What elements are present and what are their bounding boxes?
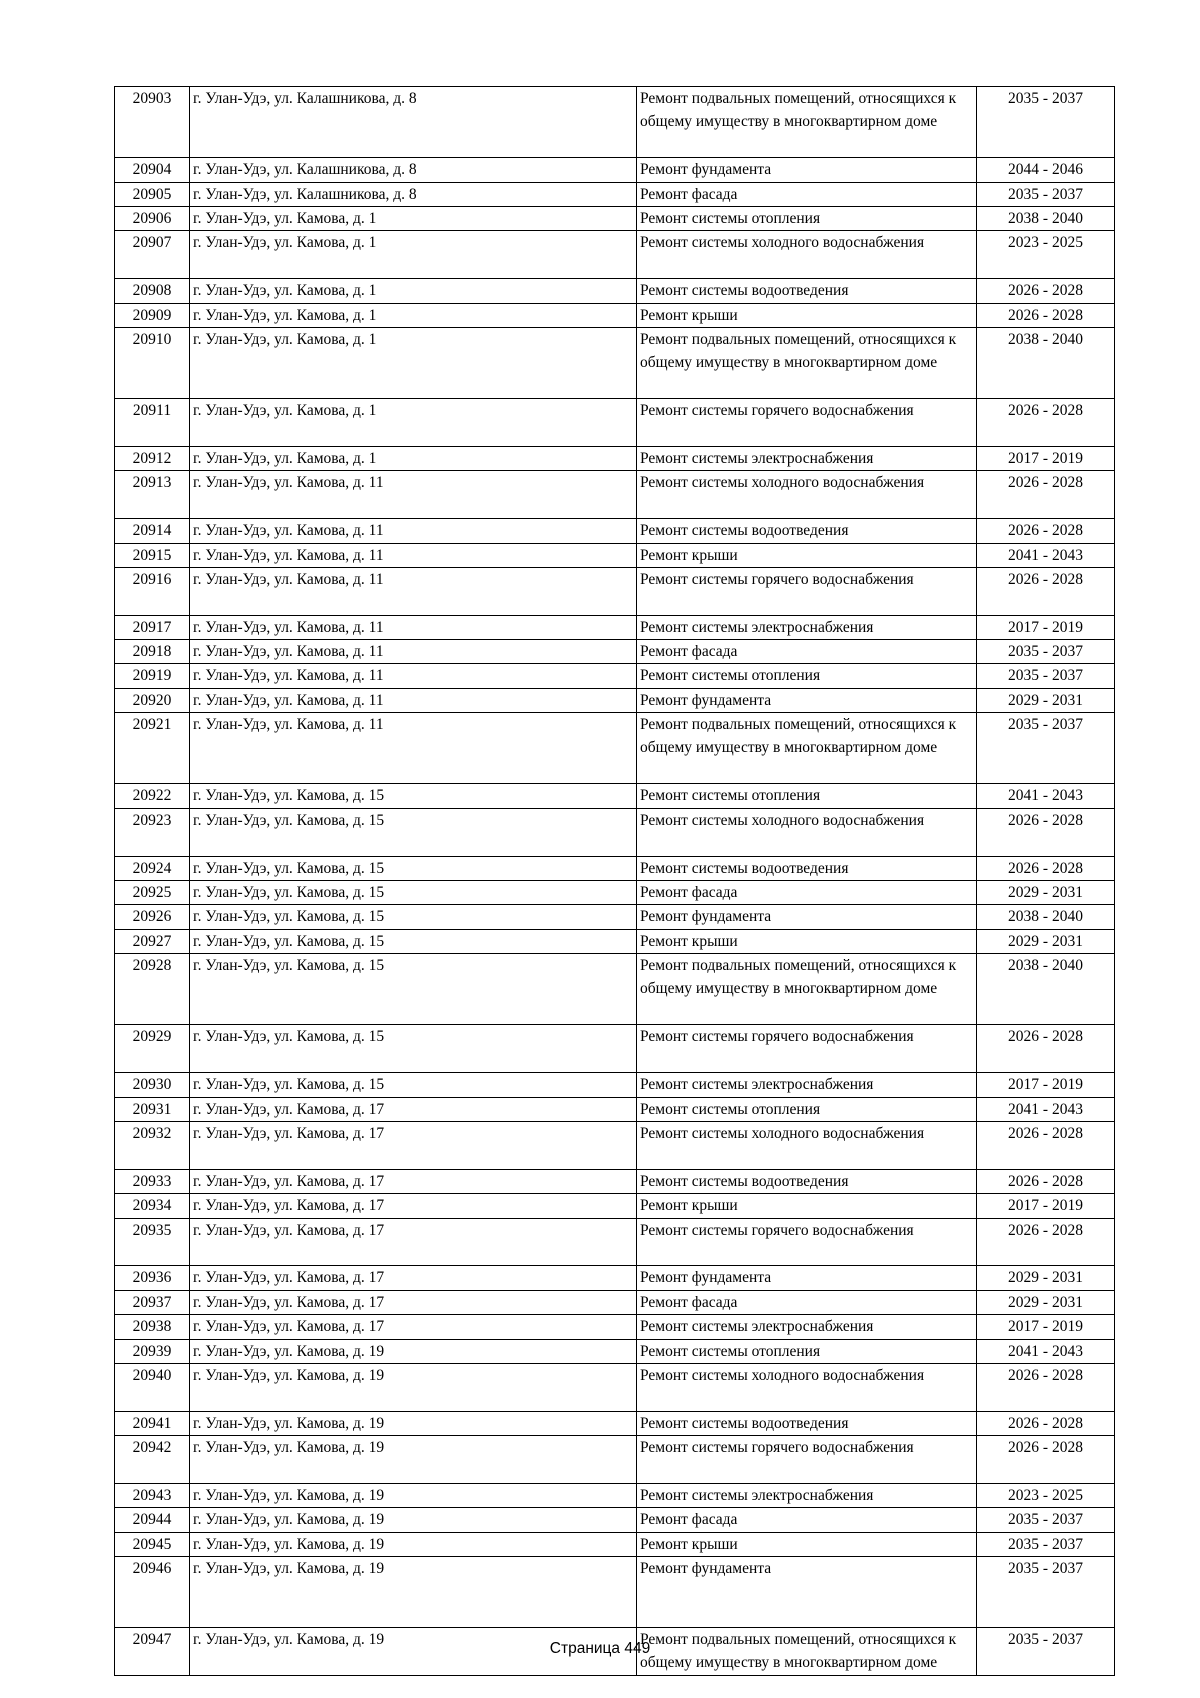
address-cell: г. Улан-Удэ, ул. Камова, д. 15 xyxy=(190,929,637,953)
table-row xyxy=(115,1169,1115,1193)
address-cell: г. Улан-Удэ, ул. Камова, д. 15 xyxy=(190,856,637,880)
table-row xyxy=(115,158,1115,182)
work-type-cell: Ремонт системы электроснабжения xyxy=(637,446,977,470)
work-type-cell: Ремонт системы горячего водоснабжения xyxy=(637,1218,977,1266)
address-cell: г. Улан-Удэ, ул. Камова, д. 15 xyxy=(190,808,637,856)
table-row xyxy=(115,87,1115,158)
period-cell: 2023 - 2025 xyxy=(977,231,1115,279)
table-row xyxy=(115,519,1115,543)
address-cell: г. Улан-Удэ, ул. Камова, д. 19 xyxy=(190,1483,637,1507)
page-number: Страница 449 xyxy=(549,1640,651,1657)
table-row xyxy=(115,1508,1115,1532)
address-cell: г. Улан-Удэ, ул. Камова, д. 17 xyxy=(190,1121,637,1169)
period-cell: 2029 - 2031 xyxy=(977,929,1115,953)
period-cell: 2029 - 2031 xyxy=(977,1266,1115,1290)
table-row xyxy=(115,954,1115,1025)
work-type-cell: Ремонт подвальных помещений, относящихся к общему имуществу в многоквартирном доме xyxy=(637,87,977,158)
address-cell: г. Улан-Удэ, ул. Камова, д. 1 xyxy=(190,279,637,303)
work-type-cell: Ремонт системы отопления xyxy=(637,1097,977,1121)
table-row xyxy=(115,929,1115,953)
table-row xyxy=(115,471,1115,519)
table-row xyxy=(115,399,1115,447)
period-cell: 2041 - 2043 xyxy=(977,543,1115,567)
period-cell: 2023 - 2025 xyxy=(977,1483,1115,1507)
address-cell: г. Улан-Удэ, ул. Камова, д. 11 xyxy=(190,615,637,639)
period-cell: 2026 - 2028 xyxy=(977,1025,1115,1073)
address-cell: г. Улан-Удэ, ул. Калашникова, д. 8 xyxy=(190,87,637,158)
address-cell: г. Улан-Удэ, ул. Камова, д. 15 xyxy=(190,1025,637,1073)
table-row xyxy=(115,182,1115,206)
table-row xyxy=(115,1218,1115,1266)
address-cell: г. Улан-Удэ, ул. Камова, д. 1 xyxy=(190,206,637,230)
table-row xyxy=(115,1557,1115,1628)
period-cell: 2026 - 2028 xyxy=(977,1436,1115,1484)
period-cell: 2035 - 2037 xyxy=(977,1508,1115,1532)
work-type-cell: Ремонт фасада xyxy=(637,182,977,206)
period-cell: 2035 - 2037 xyxy=(977,664,1115,688)
row-number: 20905 xyxy=(115,182,190,206)
address-cell: г. Улан-Удэ, ул. Камова, д. 15 xyxy=(190,954,637,1025)
table-row xyxy=(115,784,1115,808)
address-cell: г. Улан-Удэ, ул. Калашникова, д. 8 xyxy=(190,182,637,206)
address-cell: г. Улан-Удэ, ул. Камова, д. 1 xyxy=(190,399,637,447)
table-row xyxy=(115,640,1115,664)
row-number: 20916 xyxy=(115,567,190,615)
period-cell: 2026 - 2028 xyxy=(977,567,1115,615)
row-number: 20946 xyxy=(115,1557,190,1628)
row-number: 20944 xyxy=(115,1508,190,1532)
table-row xyxy=(115,1315,1115,1339)
address-cell: г. Улан-Удэ, ул. Камова, д. 1 xyxy=(190,231,637,279)
row-number: 20922 xyxy=(115,784,190,808)
work-type-cell: Ремонт системы водоотведения xyxy=(637,1169,977,1193)
address-cell: г. Улан-Удэ, ул. Камова, д. 17 xyxy=(190,1194,637,1218)
table-row xyxy=(115,881,1115,905)
address-cell: г. Улан-Удэ, ул. Калашникова, д. 8 xyxy=(190,158,637,182)
row-number: 20921 xyxy=(115,713,190,784)
work-type-cell: Ремонт системы отопления xyxy=(637,1339,977,1363)
row-number: 20912 xyxy=(115,446,190,470)
address-cell: г. Улан-Удэ, ул. Камова, д. 1 xyxy=(190,327,637,398)
table-row xyxy=(115,1436,1115,1484)
row-number: 20938 xyxy=(115,1315,190,1339)
table-row xyxy=(115,615,1115,639)
row-number: 20913 xyxy=(115,471,190,519)
address-cell: г. Улан-Удэ, ул. Камова, д. 11 xyxy=(190,664,637,688)
period-cell: 2038 - 2040 xyxy=(977,905,1115,929)
address-cell: г. Улан-Удэ, ул. Камова, д. 11 xyxy=(190,471,637,519)
period-cell: 2038 - 2040 xyxy=(977,206,1115,230)
period-cell: 2017 - 2019 xyxy=(977,1073,1115,1097)
table-row xyxy=(115,1025,1115,1073)
table-row xyxy=(115,808,1115,856)
period-cell: 2035 - 2037 xyxy=(977,640,1115,664)
row-number: 20914 xyxy=(115,519,190,543)
row-number: 20933 xyxy=(115,1169,190,1193)
period-cell: 2026 - 2028 xyxy=(977,1121,1115,1169)
row-number: 20907 xyxy=(115,231,190,279)
table-row xyxy=(115,1483,1115,1507)
address-cell: г. Улан-Удэ, ул. Камова, д. 15 xyxy=(190,1073,637,1097)
period-cell: 2017 - 2019 xyxy=(977,1315,1115,1339)
period-cell: 2035 - 2037 xyxy=(977,1557,1115,1628)
row-number: 20925 xyxy=(115,881,190,905)
period-cell: 2026 - 2028 xyxy=(977,279,1115,303)
period-cell: 2026 - 2028 xyxy=(977,303,1115,327)
period-cell: 2026 - 2028 xyxy=(977,856,1115,880)
period-cell: 2041 - 2043 xyxy=(977,1097,1115,1121)
row-number: 20945 xyxy=(115,1532,190,1556)
period-cell: 2026 - 2028 xyxy=(977,471,1115,519)
address-cell: г. Улан-Удэ, ул. Камова, д. 19 xyxy=(190,1436,637,1484)
table-row xyxy=(115,1532,1115,1556)
row-number: 20920 xyxy=(115,688,190,712)
table-row xyxy=(115,1194,1115,1218)
work-type-cell: Ремонт системы электроснабжения xyxy=(637,615,977,639)
work-type-cell: Ремонт подвальных помещений, относящихся к общему имуществу в многоквартирном доме xyxy=(637,954,977,1025)
table-row xyxy=(115,905,1115,929)
work-type-cell: Ремонт фундамента xyxy=(637,1557,977,1628)
address-cell: г. Улан-Удэ, ул. Камова, д. 1 xyxy=(190,303,637,327)
period-cell: 2017 - 2019 xyxy=(977,446,1115,470)
table-row xyxy=(115,446,1115,470)
period-cell: 2035 - 2037 xyxy=(977,182,1115,206)
period-cell: 2017 - 2019 xyxy=(977,615,1115,639)
address-cell: г. Улан-Удэ, ул. Камова, д. 19 xyxy=(190,1411,637,1435)
work-type-cell: Ремонт фасада xyxy=(637,881,977,905)
table-row xyxy=(115,206,1115,230)
work-type-cell: Ремонт подвальных помещений, относящихся к общему имуществу в многоквартирном доме xyxy=(637,713,977,784)
table-row xyxy=(115,856,1115,880)
row-number: 20927 xyxy=(115,929,190,953)
period-cell: 2029 - 2031 xyxy=(977,1290,1115,1314)
period-cell: 2017 - 2019 xyxy=(977,1194,1115,1218)
period-cell: 2026 - 2028 xyxy=(977,808,1115,856)
address-cell: г. Улан-Удэ, ул. Камова, д. 15 xyxy=(190,784,637,808)
address-cell: г. Улан-Удэ, ул. Камова, д. 11 xyxy=(190,543,637,567)
period-cell: 2026 - 2028 xyxy=(977,399,1115,447)
work-type-cell: Ремонт системы водоотведения xyxy=(637,519,977,543)
row-number: 20934 xyxy=(115,1194,190,1218)
work-type-cell: Ремонт системы электроснабжения xyxy=(637,1315,977,1339)
table-row xyxy=(115,279,1115,303)
work-type-cell: Ремонт системы горячего водоснабжения xyxy=(637,1025,977,1073)
row-number: 20915 xyxy=(115,543,190,567)
work-type-cell: Ремонт фундамента xyxy=(637,158,977,182)
work-type-cell: Ремонт подвальных помещений, относящихся к общему имуществу в многоквартирном доме xyxy=(637,1628,977,1675)
table-row xyxy=(115,1363,1115,1411)
work-type-cell: Ремонт фасада xyxy=(637,640,977,664)
period-cell: 2026 - 2028 xyxy=(977,1218,1115,1266)
row-number: 20909 xyxy=(115,303,190,327)
period-cell: 2026 - 2028 xyxy=(977,1169,1115,1193)
period-cell: 2035 - 2037 xyxy=(977,1628,1115,1675)
work-type-cell: Ремонт системы отопления xyxy=(637,664,977,688)
table-row xyxy=(115,1339,1115,1363)
row-number: 20932 xyxy=(115,1121,190,1169)
period-cell: 2029 - 2031 xyxy=(977,881,1115,905)
row-number: 20904 xyxy=(115,158,190,182)
row-number: 20924 xyxy=(115,856,190,880)
table-row xyxy=(115,327,1115,398)
address-cell: г. Улан-Удэ, ул. Камова, д. 11 xyxy=(190,713,637,784)
row-number: 20941 xyxy=(115,1411,190,1435)
address-cell: г. Улан-Удэ, ул. Камова, д. 19 xyxy=(190,1508,637,1532)
row-number: 20928 xyxy=(115,954,190,1025)
address-cell: г. Улан-Удэ, ул. Камова, д. 17 xyxy=(190,1218,637,1266)
work-type-cell: Ремонт крыши xyxy=(637,1194,977,1218)
row-number: 20939 xyxy=(115,1339,190,1363)
period-cell: 2044 - 2046 xyxy=(977,158,1115,182)
row-number: 20919 xyxy=(115,664,190,688)
period-cell: 2041 - 2043 xyxy=(977,1339,1115,1363)
row-number: 20942 xyxy=(115,1436,190,1484)
work-type-cell: Ремонт системы электроснабжения xyxy=(637,1073,977,1097)
period-cell: 2026 - 2028 xyxy=(977,519,1115,543)
work-type-cell: Ремонт системы водоотведения xyxy=(637,856,977,880)
work-type-cell: Ремонт системы горячего водоснабжения xyxy=(637,1436,977,1484)
work-type-cell: Ремонт фундамента xyxy=(637,905,977,929)
work-type-cell: Ремонт фундамента xyxy=(637,688,977,712)
work-type-cell: Ремонт фундамента xyxy=(637,1266,977,1290)
row-number: 20908 xyxy=(115,279,190,303)
address-cell: г. Улан-Удэ, ул. Камова, д. 17 xyxy=(190,1097,637,1121)
work-type-cell: Ремонт системы горячего водоснабжения xyxy=(637,399,977,447)
work-type-cell: Ремонт системы холодного водоснабжения xyxy=(637,471,977,519)
address-cell: г. Улан-Удэ, ул. Камова, д. 11 xyxy=(190,640,637,664)
work-type-cell: Ремонт крыши xyxy=(637,1532,977,1556)
address-cell: г. Улан-Удэ, ул. Камова, д. 11 xyxy=(190,519,637,543)
work-type-cell: Ремонт системы отопления xyxy=(637,784,977,808)
work-type-cell: Ремонт системы холодного водоснабжения xyxy=(637,808,977,856)
work-type-cell: Ремонт системы водоотведения xyxy=(637,279,977,303)
row-number: 20917 xyxy=(115,615,190,639)
table-row xyxy=(115,688,1115,712)
row-number: 20935 xyxy=(115,1218,190,1266)
table-row xyxy=(115,303,1115,327)
work-type-cell: Ремонт крыши xyxy=(637,929,977,953)
period-cell: 2035 - 2037 xyxy=(977,87,1115,158)
work-type-cell: Ремонт фасада xyxy=(637,1290,977,1314)
period-cell: 2038 - 2040 xyxy=(977,954,1115,1025)
work-type-cell: Ремонт крыши xyxy=(637,303,977,327)
table-row xyxy=(115,1411,1115,1435)
address-cell: г. Улан-Удэ, ул. Камова, д. 17 xyxy=(190,1290,637,1314)
work-type-cell: Ремонт подвальных помещений, относящихся к общему имуществу в многоквартирном доме xyxy=(637,327,977,398)
work-type-cell: Ремонт системы отопления xyxy=(637,206,977,230)
work-type-cell: Ремонт системы холодного водоснабжения xyxy=(637,1121,977,1169)
row-number: 20936 xyxy=(115,1266,190,1290)
work-type-cell: Ремонт системы водоотведения xyxy=(637,1411,977,1435)
table-row xyxy=(115,1290,1115,1314)
address-cell: г. Улан-Удэ, ул. Камова, д. 11 xyxy=(190,688,637,712)
period-cell: 2035 - 2037 xyxy=(977,1532,1115,1556)
period-cell: 2026 - 2028 xyxy=(977,1411,1115,1435)
address-cell: г. Улан-Удэ, ул. Камова, д. 19 xyxy=(190,1363,637,1411)
work-type-cell: Ремонт системы холодного водоснабжения xyxy=(637,231,977,279)
table-row xyxy=(115,664,1115,688)
address-cell: г. Улан-Удэ, ул. Камова, д. 19 xyxy=(190,1339,637,1363)
row-number: 20918 xyxy=(115,640,190,664)
work-type-cell: Ремонт фасада xyxy=(637,1508,977,1532)
address-cell: г. Улан-Удэ, ул. Камова, д. 17 xyxy=(190,1266,637,1290)
table-row xyxy=(115,1073,1115,1097)
table-body xyxy=(115,87,1115,1676)
row-number: 20911 xyxy=(115,399,190,447)
row-number: 20906 xyxy=(115,206,190,230)
address-cell: г. Улан-Удэ, ул. Камова, д. 15 xyxy=(190,905,637,929)
address-cell: г. Улан-Удэ, ул. Камова, д. 19 xyxy=(190,1532,637,1556)
row-number: 20947 xyxy=(115,1628,190,1675)
period-cell: 2038 - 2040 xyxy=(977,327,1115,398)
row-number: 20910 xyxy=(115,327,190,398)
row-number: 20923 xyxy=(115,808,190,856)
repair-schedule-table xyxy=(114,86,1115,1676)
address-cell: г. Улан-Удэ, ул. Камова, д. 15 xyxy=(190,881,637,905)
table-row xyxy=(115,1097,1115,1121)
table-row xyxy=(115,1266,1115,1290)
address-cell: г. Улан-Удэ, ул. Камова, д. 19 xyxy=(190,1557,637,1628)
table-row xyxy=(115,567,1115,615)
work-type-cell: Ремонт системы холодного водоснабжения xyxy=(637,1363,977,1411)
row-number: 20929 xyxy=(115,1025,190,1073)
table-row xyxy=(115,713,1115,784)
table-row xyxy=(115,1121,1115,1169)
address-cell: г. Улан-Удэ, ул. Камова, д. 19 xyxy=(190,1628,637,1675)
address-cell: г. Улан-Удэ, ул. Камова, д. 17 xyxy=(190,1315,637,1339)
row-number: 20931 xyxy=(115,1097,190,1121)
row-number: 20937 xyxy=(115,1290,190,1314)
table-row xyxy=(115,543,1115,567)
work-type-cell: Ремонт крыши xyxy=(637,543,977,567)
address-cell: г. Улан-Удэ, ул. Камова, д. 11 xyxy=(190,567,637,615)
address-cell: г. Улан-Удэ, ул. Камова, д. 17 xyxy=(190,1169,637,1193)
row-number: 20903 xyxy=(115,87,190,158)
row-number: 20926 xyxy=(115,905,190,929)
table-row xyxy=(115,231,1115,279)
address-cell: г. Улан-Удэ, ул. Камова, д. 1 xyxy=(190,446,637,470)
period-cell: 2026 - 2028 xyxy=(977,1363,1115,1411)
period-cell: 2029 - 2031 xyxy=(977,688,1115,712)
row-number: 20930 xyxy=(115,1073,190,1097)
period-cell: 2035 - 2037 xyxy=(977,713,1115,784)
work-type-cell: Ремонт системы электроснабжения xyxy=(637,1483,977,1507)
row-number: 20943 xyxy=(115,1483,190,1507)
work-type-cell: Ремонт системы горячего водоснабжения xyxy=(637,567,977,615)
period-cell: 2041 - 2043 xyxy=(977,784,1115,808)
row-number: 20940 xyxy=(115,1363,190,1411)
